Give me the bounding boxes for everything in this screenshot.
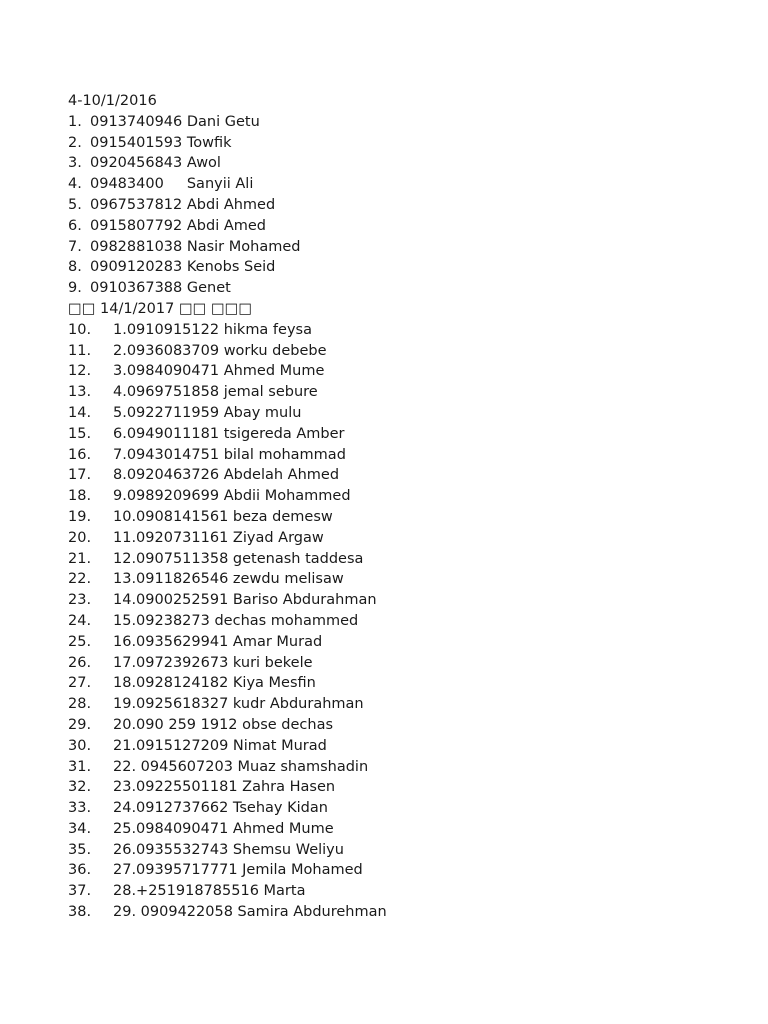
list-item-text: 5.0922711959 Abay mulu xyxy=(113,404,302,421)
list-item xyxy=(68,528,728,549)
list-item-text: 20.090 259 1912 obse dechas xyxy=(113,716,334,733)
list-item-text: 6.0949011181 tsigereda Amber xyxy=(113,425,345,442)
list-item xyxy=(68,133,728,154)
list-item-text: 13.0911826546 zewdu melisaw xyxy=(113,571,344,588)
list-item xyxy=(68,757,728,778)
list-item-number: 22. xyxy=(68,571,92,588)
list-item-text: 0915401593 Towfik xyxy=(90,134,232,151)
list-item xyxy=(68,819,728,840)
list-item xyxy=(68,237,728,258)
list-item-number: 6. xyxy=(68,217,82,234)
list-item xyxy=(68,465,728,486)
list-item-text: 0909120283 Kenobs Seid xyxy=(90,259,276,276)
list-item xyxy=(68,673,728,694)
list-item-number: 28. xyxy=(68,696,92,713)
list-item-number: 5. xyxy=(68,196,82,213)
list-item xyxy=(68,486,728,507)
list-item-number: 14. xyxy=(68,404,92,421)
list-item-text: 22. 0945607203 Muaz shamshadin xyxy=(113,758,369,775)
list-item xyxy=(68,257,728,278)
list-item-number: 4. xyxy=(68,176,82,193)
list-item xyxy=(68,320,728,341)
list-item xyxy=(68,715,728,736)
list-item xyxy=(68,507,728,528)
list-item-text: 0982881038 Nasir Mohamed xyxy=(90,238,301,255)
list-item xyxy=(68,112,728,133)
list-item xyxy=(68,798,728,819)
list-item-number: 8. xyxy=(68,259,82,276)
list-item-number: 35. xyxy=(68,841,92,858)
list-item-text: 09483400 Sanyii Ali xyxy=(90,176,254,193)
list-item-number: 31. xyxy=(68,758,92,775)
list-item-text: 24.0912737662 Tsehay Kidan xyxy=(113,800,328,817)
section-subheading: □□ 14/1/2017 □□ □□□ xyxy=(68,300,253,317)
list-item-text: 21.0915127209 Nimat Murad xyxy=(113,737,327,754)
list-item-number: 30. xyxy=(68,737,92,754)
list-item-number: 1. xyxy=(68,113,82,130)
list-item-text: 0913740946 Dani Getu xyxy=(90,113,260,130)
list-item-text: 11.0920731161 Ziyad Argaw xyxy=(113,529,324,546)
list-item xyxy=(68,569,728,590)
list-item-text: 12.0907511358 getenash taddesa xyxy=(113,550,364,567)
list-item-number: 13. xyxy=(68,384,92,401)
list-item-text: 7.0943014751 bilal mohammad xyxy=(113,446,346,463)
list-item-text: 18.0928124182 Kiya Mesfin xyxy=(113,675,316,692)
list-item xyxy=(68,195,728,216)
list-item-number: 3. xyxy=(68,155,82,172)
list-item-text: 19.0925618327 kudr Abdurahman xyxy=(113,696,364,713)
first-contact-list xyxy=(68,112,728,299)
list-item-text: 28.+251918785516 Marta xyxy=(113,883,306,900)
list-item-text: 14.0900252591 Bariso Abdurahman xyxy=(113,592,377,609)
list-item-number: 24. xyxy=(68,612,92,629)
list-item-text: 0967537812 Abdi Ahmed xyxy=(90,196,276,213)
list-item-number: 21. xyxy=(68,550,92,567)
document-body xyxy=(68,91,728,923)
list-item xyxy=(68,611,728,632)
list-item-number: 25. xyxy=(68,633,92,650)
list-item-number: 20. xyxy=(68,529,92,546)
list-item-number: 11. xyxy=(68,342,92,359)
list-item xyxy=(68,174,728,195)
list-item xyxy=(68,382,728,403)
list-item xyxy=(68,153,728,174)
list-item-text: 0920456843 Awol xyxy=(90,155,221,172)
list-item-text: 16.0935629941 Amar Murad xyxy=(113,633,323,650)
list-item-text: 29. 0909422058 Samira Abdurehman xyxy=(113,904,387,921)
list-item-text: 15.09238273 dechas mohammed xyxy=(113,612,359,629)
list-item-text: 3.0984090471 Ahmed Mume xyxy=(113,363,325,380)
list-item-number: 23. xyxy=(68,592,92,609)
list-item-number: 27. xyxy=(68,675,92,692)
list-item-number: 10. xyxy=(68,321,92,338)
list-item xyxy=(68,632,728,653)
second-contact-list xyxy=(68,320,728,923)
list-item-number: 16. xyxy=(68,446,92,463)
list-item xyxy=(68,777,728,798)
list-item-number: 17. xyxy=(68,467,92,484)
list-item xyxy=(68,653,728,674)
list-item xyxy=(68,590,728,611)
list-item xyxy=(68,424,728,445)
list-item-text: 26.0935532743 Shemsu Weliyu xyxy=(113,841,344,858)
list-item-text: 23.09225501181 Zahra Hasen xyxy=(113,779,336,796)
list-item-number: 29. xyxy=(68,716,92,733)
list-item-text: 4.0969751858 jemal sebure xyxy=(113,384,318,401)
list-item-text: 17.0972392673 kuri bekele xyxy=(113,654,313,671)
list-item-text: 10.0908141561 beza demesw xyxy=(113,508,333,525)
list-item xyxy=(68,403,728,424)
list-item-number: 38. xyxy=(68,904,92,921)
list-item xyxy=(68,278,728,299)
list-item xyxy=(68,341,728,362)
list-item-number: 26. xyxy=(68,654,92,671)
list-item-number: 19. xyxy=(68,508,92,525)
list-item xyxy=(68,445,728,466)
list-item-number: 37. xyxy=(68,883,92,900)
list-item-number: 12. xyxy=(68,363,92,380)
list-item xyxy=(68,549,728,570)
list-item-text: 25.0984090471 Ahmed Mume xyxy=(113,820,334,837)
list-item xyxy=(68,840,728,861)
list-item-text: 9.0989209699 Abdii Mohammed xyxy=(113,488,351,505)
list-item xyxy=(68,736,728,757)
list-item-number: 18. xyxy=(68,488,92,505)
list-item xyxy=(68,860,728,881)
list-item-number: 36. xyxy=(68,862,92,879)
list-item-text: 0915807792 Abdi Amed xyxy=(90,217,266,234)
list-item xyxy=(68,902,728,923)
list-item-number: 32. xyxy=(68,779,92,796)
list-item xyxy=(68,216,728,237)
list-item xyxy=(68,694,728,715)
list-item-number: 15. xyxy=(68,425,92,442)
list-item xyxy=(68,881,728,902)
list-item-number: 2. xyxy=(68,134,82,151)
list-item-text: 0910367388 Genet xyxy=(90,280,231,297)
list-item-number: 33. xyxy=(68,800,92,817)
list-item-text: 1.0910915122 hikma feysa xyxy=(113,321,312,338)
list-item-text: 8.0920463726 Abdelah Ahmed xyxy=(113,467,340,484)
list-item-number: 7. xyxy=(68,238,82,255)
list-item-number: 9. xyxy=(68,280,82,297)
list-item-text: 27.09395717771 Jemila Mohamed xyxy=(113,862,363,879)
list-item-text: 2.0936083709 worku debebe xyxy=(113,342,327,359)
document-heading: 4-10/1/2016 xyxy=(68,93,157,109)
list-item-number: 34. xyxy=(68,820,92,837)
list-item xyxy=(68,361,728,382)
